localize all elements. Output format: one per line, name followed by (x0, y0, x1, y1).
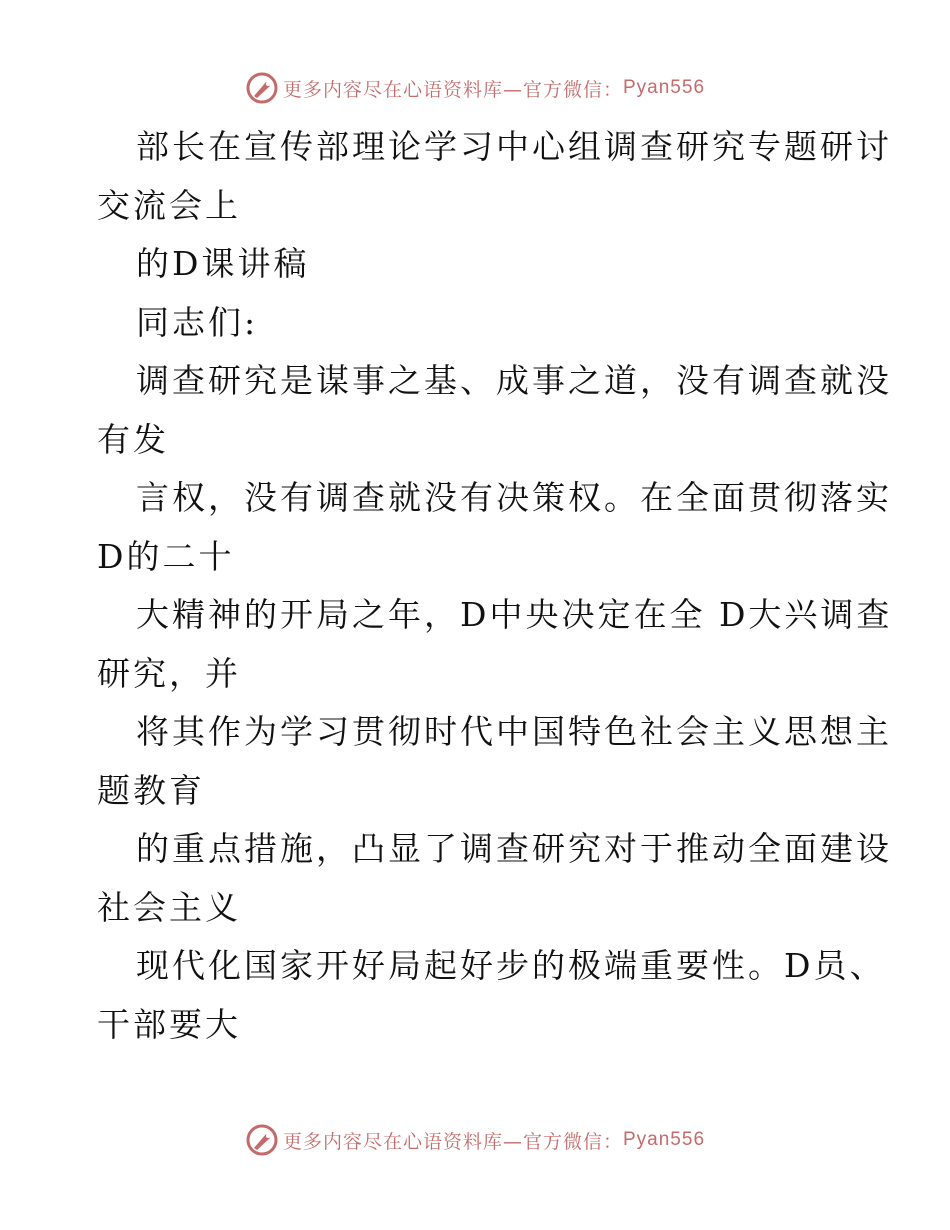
header-banner-text: 更多内容尽在心语资料库—官方微信： (282, 78, 623, 101)
body-line: 的重点措施，凸显了调查研究对于推动全面建设 (136, 829, 892, 868)
body-line: 将其作为学习贯彻时代中国特色社会主义思想主 (136, 712, 892, 751)
body-line: 题教育 (97, 770, 205, 810)
body-line: 社会主义 (97, 887, 241, 927)
header-banner (0, 68, 950, 108)
body-line: 现代化国家开好局起好步的极端重要性。D员、 (136, 946, 886, 985)
body-line: 研究，并 (97, 653, 241, 693)
document-body (97, 118, 897, 1054)
body-line: 有发 (97, 419, 169, 459)
body-line: 的D课讲稿 (136, 244, 310, 283)
body-line: 言权，没有调查就没有决策权。在全面贯彻落实 (136, 478, 892, 517)
body-line: 干部要大 (97, 1004, 241, 1044)
footer-wechat-id: Pyan556 (623, 1129, 706, 1150)
fountain-pen-logo-icon (245, 1123, 279, 1157)
body-line: 调查研究是谋事之基、成事之道，没有调查就没 (136, 361, 892, 400)
body-line: 交流会上 (97, 185, 241, 225)
footer-banner (0, 1120, 950, 1160)
body-line: 同志们: (136, 302, 259, 342)
header-wechat-id: Pyan556 (623, 77, 706, 98)
body-line: D的二十 (97, 536, 235, 576)
fountain-pen-logo-icon (245, 71, 279, 105)
body-line: 部长在宣传部理论学习中心组调查研究专题研讨 (136, 127, 892, 166)
footer-banner-text: 更多内容尽在心语资料库—官方微信： (282, 1130, 623, 1153)
body-line: 大精神的开局之年，D中央决定在全 D大兴调查 (136, 595, 893, 634)
